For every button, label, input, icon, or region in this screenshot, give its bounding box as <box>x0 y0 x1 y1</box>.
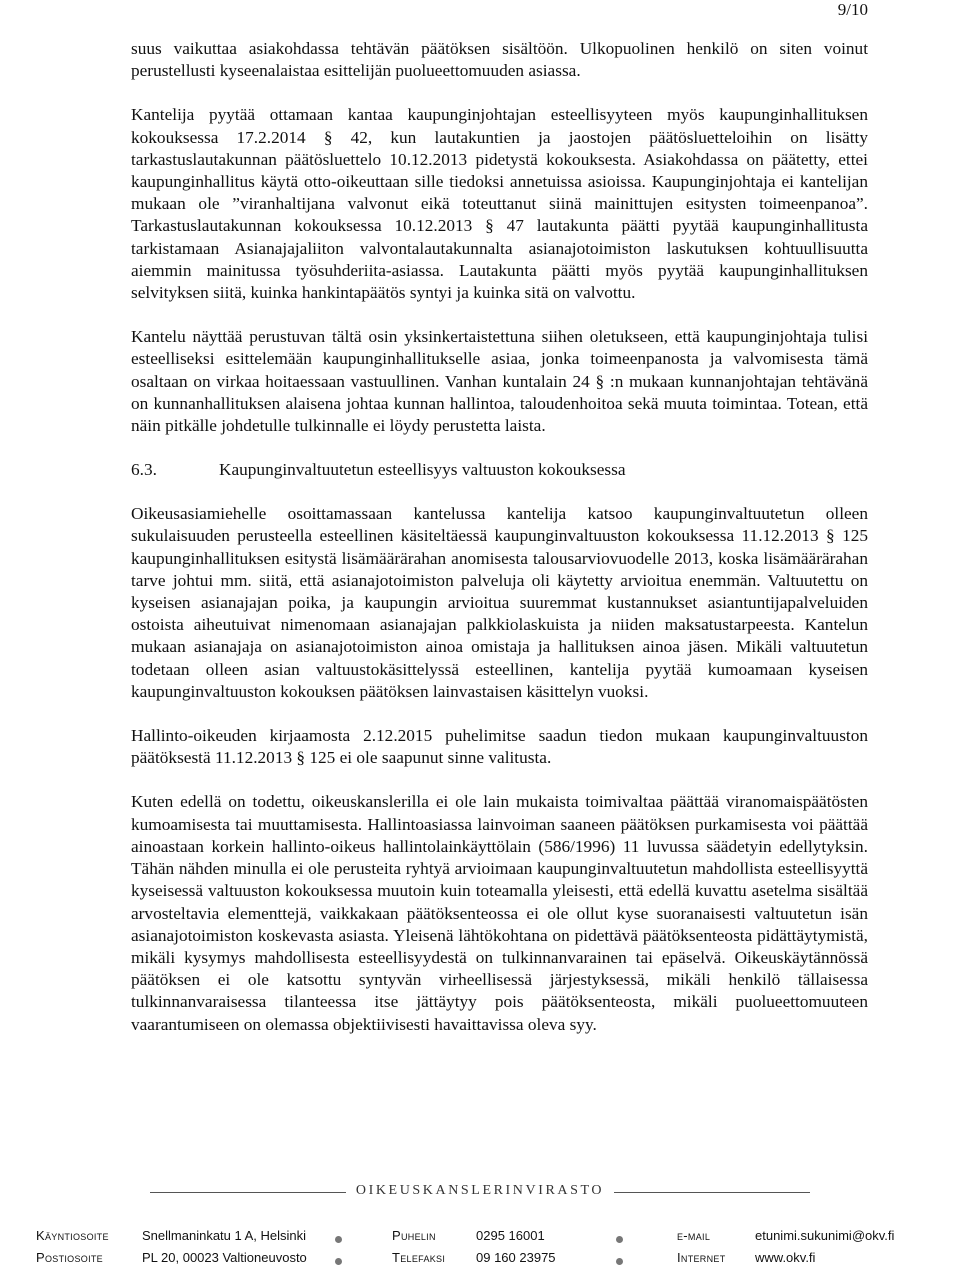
email-label: e-mail <box>677 1228 711 1243</box>
paragraph: Hallinto-oikeuden kirjaamosta 2.12.2015 puhelimitse saadun tiedon mukaan kaupunginvaltuuston päätöksestä 11.12.2013 § 125 ei ole saapunut sinne valitusta. <box>131 726 868 768</box>
footer-row-visit <box>0 1228 960 1250</box>
page-number: 9/10 <box>837 0 868 19</box>
paragraph: Oikeusasiamiehelle osoittamassaan kantelussa kantelija katsoo kaupunginvaltuutetun olleen sukulaisuuden perusteella esteellinen käsiteltäessä kaupunginvaltuuston kokouksessa 11.12.2013 § 125 kaupunginhallituksen esitystä lisämäärärahan anomisesta talousarviovuodelle 2013, koska lisämäärärahan tarve johtui mm. siitä, että asianajotoimiston palveluja oli käytetty arvioitua enemmän. Valtuutettu on kyseisen asianajajan poika, ja kaupungin arvioitua suuremmat kustannukset asiantuntijapalveluiden ostoista aiheutuivat nimenomaan asianajajan palkkiolaskuista ja niiden maksatustarpeesta. Kantelun mukaan asianajaja on asianajotoimiston ainoa omistaja ja hallituksen ainoa jäsen. Mikäli valtuutetun todetaan olleen asian valtuustokäsittelyssä esteellinen, kantelija pyytää kumoamaan kyseisen kaupunginvaltuuston kokouksen päätöksen lainvastaisen käsittelyn vuoksi. <box>131 504 868 701</box>
section-heading <box>131 459 868 481</box>
email-address[interactable]: etunimi.sukunimi@okv.fi <box>755 1228 895 1243</box>
section-number: 6.3. <box>131 460 157 480</box>
footer-row-post <box>0 1250 960 1272</box>
paragraph: Kantelu näyttää perustuvan tältä osin yksinkertaistettuna siihen oletukseen, että kaupunginjohtaja tulisi esteelliseksi esittelemään kaupunginhallitukselle asiaa, jonka toimeenpanosta ja valvomisesta tämä osaltaan on virkaa hoitaessaan vastuullinen. Vanhan kuntalain 24 § :n mukaan kunnanjohtajan tehtävänä on kunnanhallituksen alaisena johtaa kunnan hallintoa, taloudenhoitoa sekä muuta toimintaa. Totean, että näin pitkälle johdetulle tulkinnalle ei löydy perustetta laista. <box>131 327 868 436</box>
website-link[interactable]: www.okv.fi <box>755 1250 816 1265</box>
fax-number: 09 160 23975 <box>476 1250 556 1265</box>
bullet-icon <box>616 1258 623 1265</box>
paragraph: Kantelija pyytää ottamaan kantaa kaupunginjohtajan esteellisyyteen myös kaupunginhallituksen kokouksessa 17.2.2014 § 42, kun lautakuntien ja jaostojen päätösluetteloihin on lisätty tarkastuslautakunnan päätösluettelo 10.12.2013 pidetystä kokouksesta. Asiakohdassa on päätetty, ettei kaupunginhallitus käytä otto-oikeuttaan sille tiedoksi annetuissa asioissa. Kaupunginjohtaja ei kantelijan mukaan ole ”viranhaltijana valvonut eikä toteuttanut siinä mainittujen esitysten toimeenpanoa”. Tarkastuslautakunnan kokouksessa 10.12.2013 § 47 lautakunta päätti pyytää kaupunginhallitusta tarkistamaan Asianajajaliiton valvontalautakunnalta asianajotoimiston laskutuksen kohtuullisuutta aiemmin mainitussa työsuhderiita-asiassa. Lautakunta päätti myös pyytää kaupunginhallituksen selvityksen siitä, kuinka hankintapäätös syntyi ja kuinka sitä on valvottu. <box>131 105 868 303</box>
paragraph: suus vaikuttaa asiakohdassa tehtävän päätöksen sisältöön. Ulkopuolinen henkilö on siten voinut perustellusti kyseenalaistaa esittelijän puolueettomuuden asiassa. <box>131 39 868 81</box>
web-label: Internet <box>677 1250 726 1265</box>
agency-logo: OIKEUSKANSLERINVIRASTO <box>346 1183 614 1199</box>
phone-number: 0295 16001 <box>476 1228 545 1243</box>
section-title: Kaupunginvaltuutetun esteellisyys valtuuston kokouksessa <box>219 460 626 480</box>
visit-address-label: Käyntiosoite <box>36 1228 109 1243</box>
bullet-icon <box>335 1236 342 1243</box>
document-body <box>131 38 868 1058</box>
phone-label: Puhelin <box>392 1228 436 1243</box>
fax-label: Telefaksi <box>392 1250 446 1265</box>
visit-address: Snellmaninkatu 1 A, Helsinki <box>142 1228 307 1243</box>
bullet-icon <box>616 1236 623 1243</box>
footer-logo <box>0 1181 960 1199</box>
paragraph: Kuten edellä on todettu, oikeuskanslerilla ei ole lain mukaista toimivaltaa päättää viranomaispäätösten kumoamisesta tai muuttamisesta. Hallintoasiassa lainvoiman saaneen päätöksen purkamisesta voi päättää ainoastaan korkein hallinto-oikeus hallintolainkäyttölain (586/1996) 11 luvussa säädetyin edellytyksin. Tähän nähden minulla ei ole perusteita ryhtyä arvioimaan kaupunginvaltuutetun mahdollista esteellisyyttä kyseisessä valtuuston kokouksessa muutoin kuin toteamalla yleisesti, että edellä kuvattu asetelma sisältää arvosteltavia elementtejä, vaikkakaan päätöksenteossa ei ole ollut kyse suoranaisesti valtuutetun isän asianajotoimiston koskevasta asiasta. Yleisenä lähtökohtana on pidettävä päätöksenteosta pidättäytymistä, mikäli kysymys mahdollisesta esteellisyydestä on tulkinnanvarainen tai epäselvä. Oikeuskäytännössä päätöksen ei ole katsottu syntyvän virheellisessä järjestyksessä, mikäli henkilö tällaisessa tulkinnanvaraisessa tilanteessa itse jättäytyy pois päätöksenteosta, mikäli puolueettomuuteen vaarantumiseen on olemassa objektiivisesti havaittavissa oleva syy. <box>131 792 868 1034</box>
footer-contact <box>0 1228 960 1272</box>
bullet-icon <box>335 1258 342 1265</box>
postal-address-label: Postiosoite <box>36 1250 103 1265</box>
postal-address: PL 20, 00023 Valtioneuvosto <box>142 1250 307 1265</box>
